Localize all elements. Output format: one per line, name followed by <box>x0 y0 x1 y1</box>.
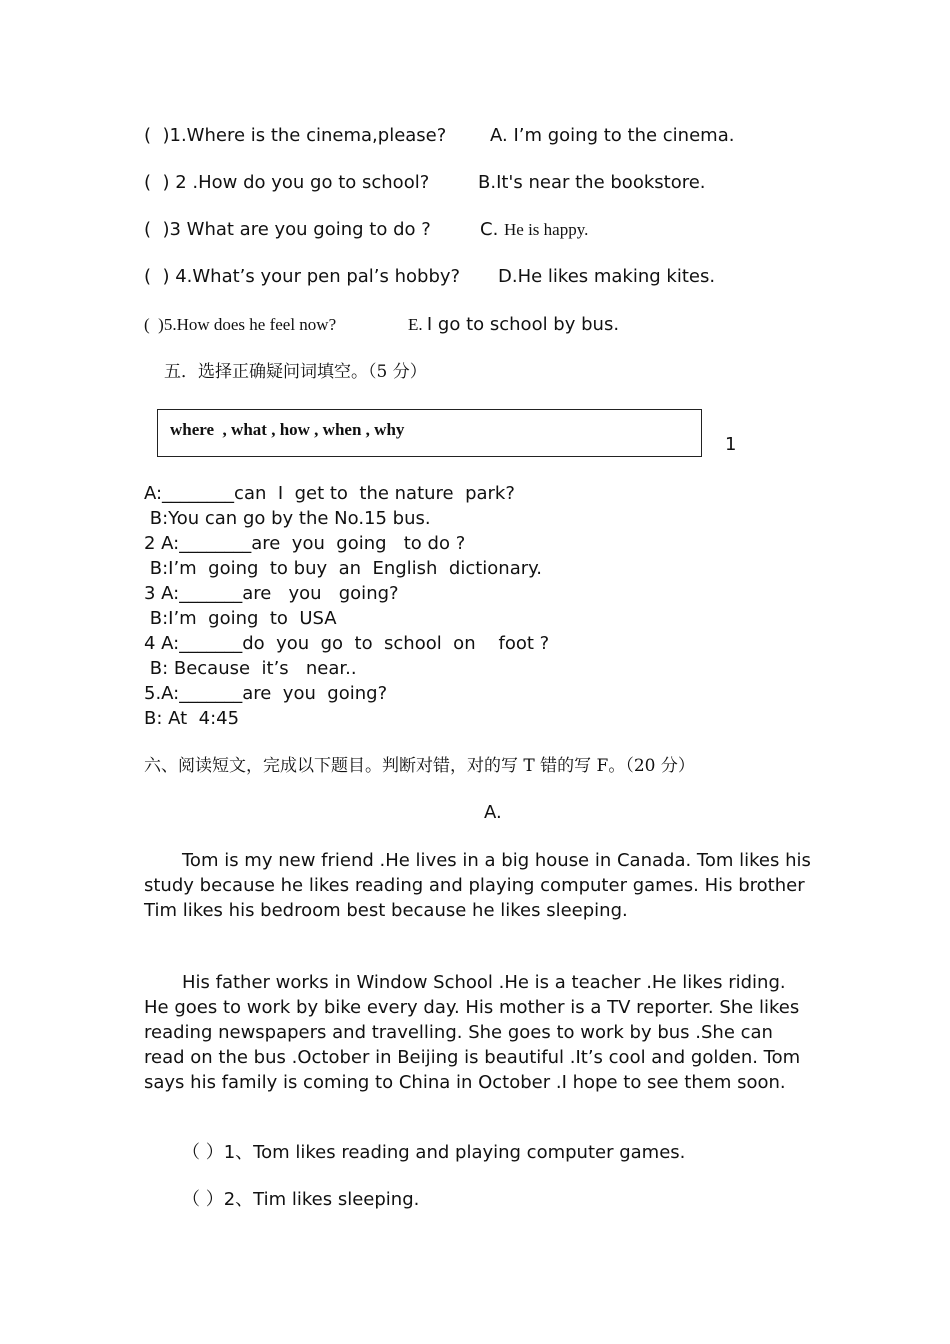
fill-line-1a: A:________can I get to the nature park? <box>144 483 515 504</box>
statement-1: （ ）1、Tom likes reading and playing computer games. <box>182 1142 686 1163</box>
fill-line-4b: B: Because it’s near.. <box>144 658 357 679</box>
matching-question-4: ( ) 4.What’s your pen pal’s hobby? <box>144 266 461 287</box>
section-6-title: 六、阅读短文，完成以下题目。判断对错，对的写 T 错的写 F。（20 分） <box>144 756 695 776</box>
matching-answer-e-prefix: E. <box>408 315 427 334</box>
matching-answer-c-prefix: C. <box>480 219 505 240</box>
word-bank-box <box>157 409 702 457</box>
fill-line-3a: 3 A:_______are you going? <box>144 583 399 604</box>
fill-line-4a: 4 A:_______do you go to school on foot ? <box>144 633 550 654</box>
matching-answer-a: A. I’m going to the cinema. <box>490 125 735 146</box>
fill-line-5b: B: At 4:45 <box>144 708 240 729</box>
matching-question-5: ( )5.How does he feel now? <box>144 315 337 334</box>
passage-paragraph-1: Tom is my new friend .He lives in a big house in Canada. Tom likes his study because he likes reading and playing computer games. His brother Tim likes his bedroom best because he likes sleeping. <box>144 850 811 921</box>
matching-question-1: ( )1.Where is the cinema,please? <box>144 125 447 146</box>
passage-paragraph-2: His father works in Window School .He is a teacher .He likes riding. He goes to work by bike every day. His mother is a TV reporter. She likes reading newspapers and travelling. She goes to work by bus .She can read on the bus .October in Beijing is beautiful .It’s cool and golden. Tom says his family is coming to China in October .I hope to see them soon. <box>144 972 801 1093</box>
matching-question-3: ( )3 What are you going to do ? <box>144 219 431 240</box>
fill-line-5a: 5.A:_______are you going? <box>144 683 388 704</box>
matching-answer-e <box>408 313 619 337</box>
fill-line-2b: B:I’m going to buy an English dictionary. <box>144 558 542 579</box>
passage-label: A. <box>484 802 502 823</box>
matching-answer-c-text: He is happy. <box>504 220 589 239</box>
matching-question-2: ( ) 2 .How do you go to school? <box>144 172 430 193</box>
fill-line-2a: 2 A:________are you going to do ? <box>144 533 466 554</box>
section-5-title: 五．选择正确疑问词填空。（5 分） <box>164 362 427 382</box>
matching-answer-c <box>480 218 588 242</box>
word-bank-text: where , what , how , when , why <box>170 420 405 439</box>
matching-answer-d: D.He likes making kites. <box>498 266 716 287</box>
fill-line-3b: B:I’m going to USA <box>144 608 337 629</box>
fill-line-1b: B:You can go by the No.15 bus. <box>144 508 431 529</box>
matching-answer-e-text: I go to school by bus. <box>426 314 620 335</box>
matching-answer-b: B.It's near the bookstore. <box>478 172 706 193</box>
statement-2: （ ）2、Tim likes sleeping. <box>182 1189 420 1210</box>
page-number: 1 <box>725 434 737 455</box>
